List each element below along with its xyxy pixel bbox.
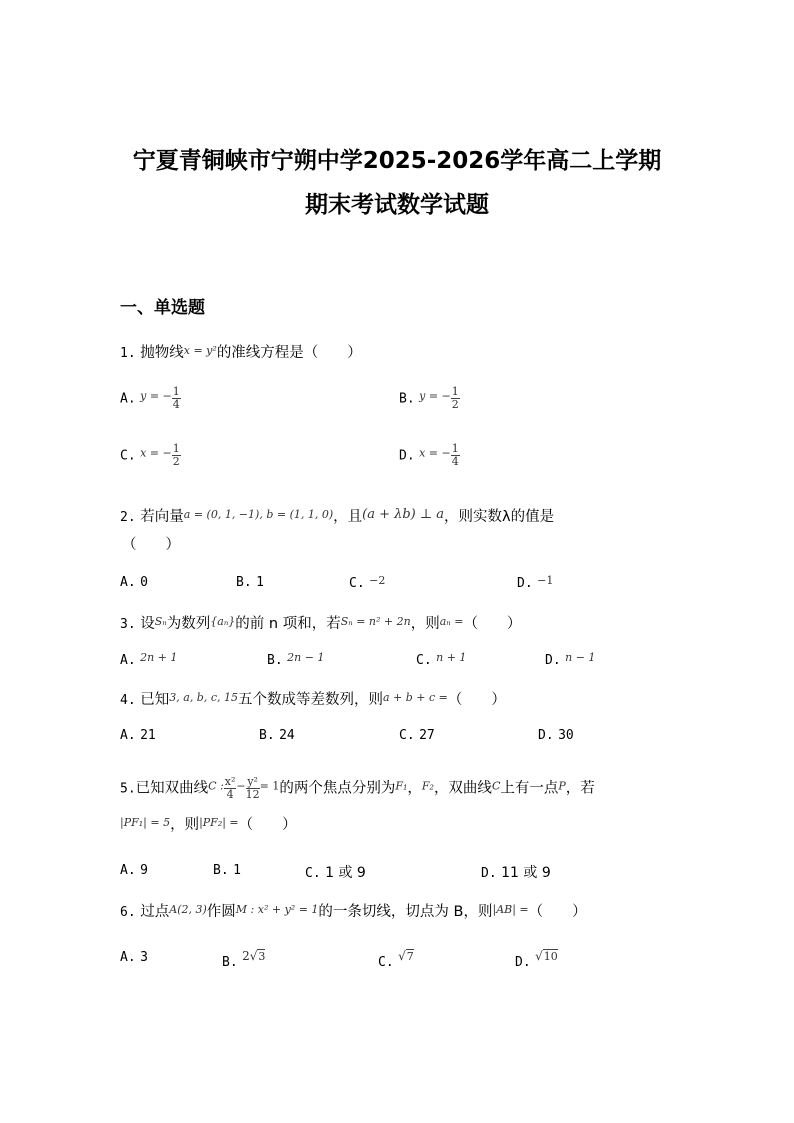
question-4 <box>120 688 506 709</box>
fraction <box>451 386 460 411</box>
option-label: C. <box>120 448 136 464</box>
option-label: D. <box>481 866 497 881</box>
option-value: 27 <box>419 728 435 743</box>
question-text: 过点 <box>140 904 170 920</box>
option-3c <box>416 651 466 668</box>
option-1b <box>399 386 460 411</box>
option-label: A. <box>120 863 136 878</box>
option-2a <box>120 574 148 590</box>
option-4a <box>120 727 156 743</box>
numerator: 1 <box>451 442 459 455</box>
math-expression: F₂ <box>421 779 434 793</box>
option-label: C. <box>378 955 394 970</box>
answer-paren: （ ） <box>122 537 180 553</box>
option-label: A. <box>120 575 136 590</box>
option-value: 1 <box>256 575 264 590</box>
option-label: D. <box>538 728 554 743</box>
math-expression: (a + λb) ⊥ a <box>362 507 444 522</box>
question-text: 已知 <box>140 692 170 708</box>
denominator: 12 <box>245 788 260 801</box>
question-text: ，且 <box>333 509 363 525</box>
radicand: 7 <box>406 950 414 963</box>
radicand: 3 <box>258 950 266 963</box>
math-expression: F₁ <box>395 779 408 793</box>
option-1d <box>399 443 460 468</box>
section-heading: 一、单选题 <box>120 298 205 318</box>
math-expression: C <box>491 779 501 793</box>
question-text: 设 <box>140 616 155 632</box>
coefficient: 2 <box>242 949 250 963</box>
option-4c <box>399 727 435 743</box>
option-label: D. <box>545 653 561 668</box>
option-label: D. <box>517 576 533 591</box>
numerator: y² <box>247 775 258 788</box>
denominator: 4 <box>172 398 180 411</box>
denominator: 2 <box>451 398 459 411</box>
question-text: 的准线方程是（ ） <box>216 345 362 361</box>
option-1a <box>120 386 181 411</box>
math-expression: y = − <box>419 389 451 403</box>
question-6 <box>120 900 587 921</box>
option-value: −1 <box>537 574 554 587</box>
math-expression: {aₙ} <box>210 615 236 628</box>
question-text: 的前 n 项和，若 <box>235 616 341 632</box>
option-label: A. <box>120 653 136 668</box>
math-expression: a = (0, 1, −1) <box>183 508 260 521</box>
denominator: 4 <box>226 788 234 801</box>
question-number: 1. <box>120 346 136 361</box>
option-2b <box>236 574 264 590</box>
option-value: 24 <box>279 728 295 743</box>
option-label: B. <box>267 653 283 668</box>
option-label: D. <box>399 448 415 464</box>
denominator: 4 <box>451 455 459 468</box>
question-text: 抛物线 <box>140 345 184 361</box>
fraction <box>224 776 237 801</box>
option-label: C. <box>305 866 321 881</box>
minus-sign: − <box>236 779 246 793</box>
option-label: C. <box>416 653 432 668</box>
math-expression: |AB| = <box>492 903 529 916</box>
option-4d <box>538 727 574 743</box>
question-number: 2. <box>120 510 136 525</box>
numerator: x² <box>224 775 236 788</box>
option-5c <box>305 862 366 882</box>
question-2 <box>120 505 554 526</box>
option-3a <box>120 651 177 668</box>
math-expression: x = − <box>419 446 451 460</box>
option-value: −2 <box>369 574 386 587</box>
question-text: 已知双曲线 <box>135 780 209 797</box>
option-label: D. <box>515 955 531 970</box>
fraction <box>246 776 260 801</box>
math-expression: x = y² <box>183 344 217 357</box>
option-label: B. <box>222 955 238 970</box>
option-5a <box>120 862 148 878</box>
square-root: √7 <box>398 949 414 963</box>
question-text: ， <box>407 780 422 797</box>
option-3d <box>545 651 595 668</box>
option-label: C. <box>349 576 365 591</box>
question-text: （ ） <box>463 616 522 632</box>
question-text: 的两个焦点分别为 <box>279 780 396 797</box>
option-3b <box>267 651 324 668</box>
question-text: 的一条切线，切点为 B，则 <box>318 904 493 920</box>
option-value: 11 或 9 <box>501 865 551 881</box>
question-text: ，若 <box>565 780 595 797</box>
math-expression: |PF₂| = <box>199 816 239 829</box>
option-label: B. <box>236 575 252 590</box>
math-expression: Sₙ = n² + 2n <box>340 615 411 628</box>
option-value: 30 <box>558 728 574 743</box>
numerator: 1 <box>451 385 459 398</box>
math-expression: y = − <box>140 389 172 403</box>
question-text: ，则 <box>410 616 440 632</box>
option-6c <box>378 949 414 970</box>
denominator: 2 <box>172 455 180 468</box>
math-expression: P <box>558 779 566 793</box>
option-value: n + 1 <box>436 651 467 664</box>
option-label: B. <box>259 728 275 743</box>
radicand: 10 <box>543 950 558 963</box>
math-expression: x = − <box>140 446 172 460</box>
question-number: 3. <box>120 617 136 632</box>
option-6a <box>120 949 148 965</box>
square-root: √10 <box>535 949 558 963</box>
question-text: ，则 <box>170 817 200 833</box>
option-1c <box>120 443 181 468</box>
option-label: A. <box>120 391 136 407</box>
math-expression: 3, a, b, c, 15 <box>169 691 238 704</box>
option-label: A. <box>120 728 136 743</box>
math-expression: aₙ = <box>439 615 464 628</box>
title-line-2: 期末考试数学试题 <box>305 192 489 218</box>
option-value: 2n + 1 <box>140 651 178 664</box>
math-expression: , b = (1, 1, 0) <box>259 508 334 521</box>
option-4b <box>259 727 295 743</box>
option-value: 2n − 1 <box>287 651 325 664</box>
option-value: 9 <box>140 863 148 878</box>
math-expression: A(2, 3) <box>169 903 207 916</box>
option-value: 21 <box>140 728 156 743</box>
option-5d <box>481 862 551 882</box>
math-expression: C : <box>208 779 224 793</box>
question-3 <box>120 612 521 633</box>
math-expression: Sₙ <box>154 615 167 628</box>
question-number: 6. <box>120 905 136 920</box>
option-label: A. <box>120 950 136 965</box>
question-text: 作圆 <box>206 904 236 920</box>
option-2d <box>517 574 553 591</box>
square-root: 2√3 <box>242 949 266 963</box>
fraction <box>172 386 181 411</box>
question-text: ，双曲线 <box>433 780 492 797</box>
option-6b <box>222 949 265 970</box>
question-5 <box>120 776 595 801</box>
fraction <box>172 443 181 468</box>
option-5b <box>213 862 241 878</box>
question-number: 4. <box>120 693 136 708</box>
option-6d <box>515 949 558 970</box>
question-text: ，则实数λ的值是 <box>444 509 555 525</box>
question-number: 5. <box>120 781 136 797</box>
question-text: 上有一点 <box>500 780 559 797</box>
math-expression: M : x² + y² = 1 <box>235 903 319 916</box>
question-5-line-2 <box>120 813 297 834</box>
math-expression: a + b + c = <box>383 691 448 704</box>
option-value: 1 或 9 <box>325 865 366 881</box>
option-label: B. <box>399 391 415 407</box>
question-1 <box>120 341 362 362</box>
title-line-1: 宁夏青铜峡市宁朔中学2025-2026学年高二上学期 <box>132 148 662 174</box>
question-text: （ ） <box>447 692 506 708</box>
question-text: （ ） <box>238 817 297 833</box>
option-label: B. <box>213 863 229 878</box>
option-value: 1 <box>233 863 241 878</box>
math-expression: |PF₁| = 5 <box>120 816 171 829</box>
option-2c <box>349 574 385 591</box>
option-value: 3 <box>140 950 148 965</box>
question-text: 五个数成等差数列，则 <box>238 692 383 708</box>
equals: = 1 <box>259 779 280 793</box>
numerator: 1 <box>172 442 180 455</box>
question-text: （ ） <box>528 904 587 920</box>
question-text: 若向量 <box>140 509 184 525</box>
question-text: 为数列 <box>166 616 211 632</box>
numerator: 1 <box>172 385 180 398</box>
option-value: 0 <box>140 575 148 590</box>
option-value: n − 1 <box>565 651 596 664</box>
fraction <box>451 443 460 468</box>
option-label: C. <box>399 728 415 743</box>
